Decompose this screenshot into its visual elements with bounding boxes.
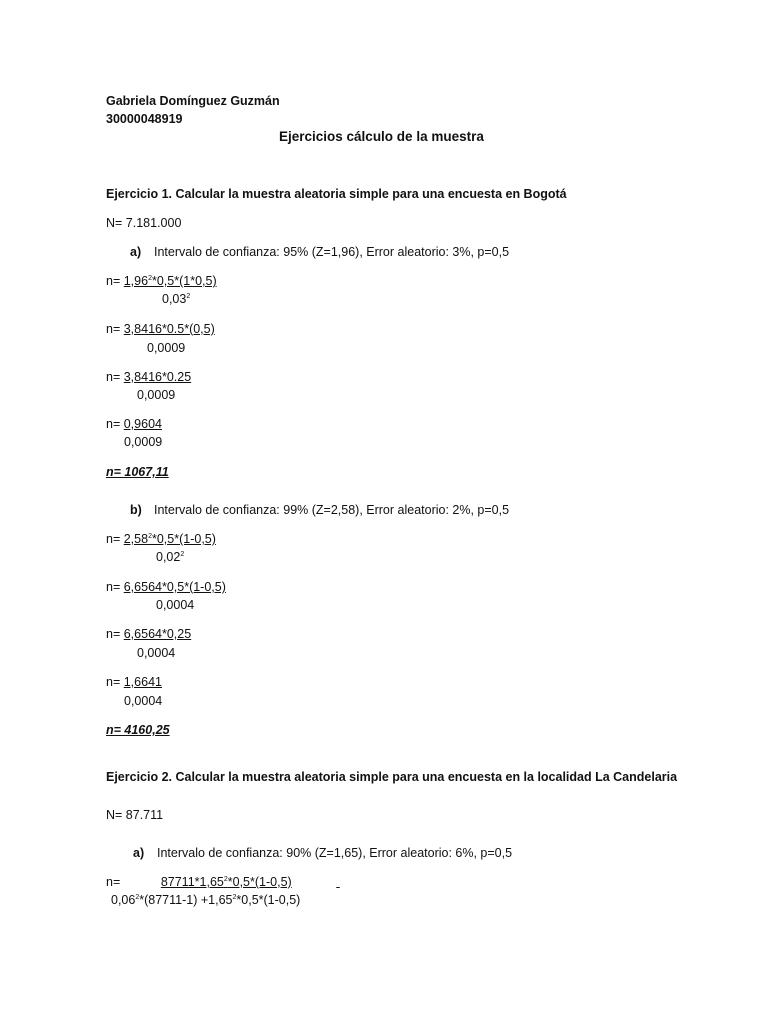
page-title: Ejercicios cálculo de la muestra: [279, 129, 484, 144]
exercise-1a-step3-denominator: 0,0009: [137, 388, 176, 402]
exercise-1a-step2-numerator: n= 3,8416*0.5*(0,5): [106, 322, 215, 336]
exercise-1b-step2-denominator: 0,0004: [156, 598, 195, 612]
exercise-1b-step1-numerator: $n= 2,58^2*0,5*(1-0,5)$: [106, 532, 216, 546]
exercise-2a-step1-denominator: $0,06^2*(87711-1) +1,65^2*0,5*(1-0,5)$: [111, 893, 301, 907]
exercise-1b-result: n= 4160,25: [106, 723, 170, 737]
exercise-1b-step2-numerator: n= 6,6564*0,5*(1-0,5): [106, 580, 226, 594]
exercise-1a-label: a): [130, 245, 142, 259]
exercise-1a-step4-denominator: 0,0009: [124, 435, 163, 449]
exercise-1a-step4-numerator: n= 0,9604: [106, 417, 162, 431]
exercise-1b-text: Intervalo de confianza: 99% (Z=2,58), Error aleatorio: 2%, p=0,5: [154, 503, 510, 517]
exercise-2a-label: a): [133, 846, 145, 860]
author-name: Gabriela Domínguez Guzmán: [106, 94, 280, 108]
exercise-1b-step4-numerator: n= 1,6641: [106, 675, 162, 689]
exercise-1a-result: n= 1067,11: [106, 465, 169, 479]
exercise-1b-label: b): [130, 503, 142, 517]
exercise-2a-statement: [133, 845, 512, 861]
exercise-2-heading: Ejercicio 2. Calcular la muestra aleatoria simple para una encuesta en la localidad La Candelaria: [106, 770, 678, 784]
exercise-1a-text: Intervalo de confianza: 95% (Z=1,96), Error aleatorio: 3%, p=0,5: [154, 245, 510, 259]
exercise-1a-step1-denominator: 0,03$^2$: [162, 292, 191, 306]
exercise-1b-step4-denominator: 0,0004: [124, 694, 163, 708]
exercise-1b-step3-denominator: 0,0004: [137, 646, 176, 660]
exercise-1b-step1-denominator: 0,02$^2$: [156, 550, 185, 564]
exercise-1b-step3-numerator: n= 6,6564*0,25: [106, 627, 192, 641]
student-id: 30000048919: [106, 112, 183, 126]
exercise-1a-step1-numerator: $n= 1,96^2*0,5*(1*0,5)$: [106, 274, 217, 288]
exercise-1a-step2-denominator: 0,0009: [147, 341, 186, 355]
exercise-2a-text: Intervalo de confianza: 90% (Z=1,65), Error aleatorio: 6%, p=0,5: [157, 846, 513, 860]
exercise-1-population: N= 7.181.000: [106, 216, 182, 230]
exercise-1a-step3-numerator: n= 3,8416*0.25: [106, 370, 192, 384]
exercise-1b-statement: [130, 502, 509, 518]
exercise-1-heading: Ejercicio 1. Calcular la muestra aleatoria simple para una encuesta en Bogotá: [106, 187, 567, 201]
exercise-1a-statement: [130, 244, 509, 260]
exercise-2a-step1-numerator: $n= 87711*1,65^2*0,5*(1-0,5)$: [106, 875, 292, 889]
exercise-2-population: N= 87.711: [106, 808, 164, 822]
